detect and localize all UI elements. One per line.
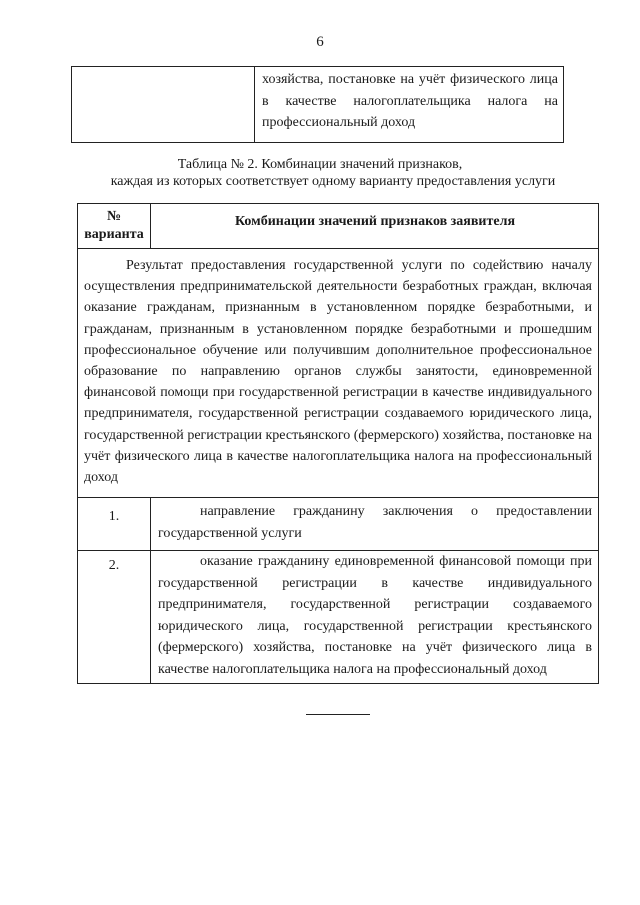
result-description: Результат предоставления государственной услуги по содействию началу осуществления предпринимательской деятельности безработных граждан, включая оказание гражданам, признанным в установленном порядке безработными, и гражданам, признанным в установленном порядке безработными и прошедшим профессиональное обучение или получившим дополнительное профессиональное образование по направлению органов службы занятости, единовременной финансовой помощи при государственной регистрации в качестве индивидуального предпринимателя, государственной регистрации создаваемого юридического лица, государственной регистрации крестьянского (фермерского) хозяйства, постановке на учёт физического лица в качестве налогоплательщика налога на профессиональный доход: [84, 258, 592, 486]
header-variant-number: № варианта: [84, 209, 144, 242]
rows-column-divider: [150, 497, 151, 683]
continuation-column-divider: [254, 67, 255, 142]
variants-table: [77, 203, 599, 684]
variant-description: оказание гражданину единовременной финансовой помощи при государственной регистрации в качестве индивидуального предпринимателя, государственной регистрации создаваемого юридического лица, государственной регистрации крестьянского (фермерского) хозяйства, постановке на учёт физического лица в качестве налогоплательщика налога на профессиональный доход: [158, 554, 592, 677]
continuation-table: [71, 66, 564, 143]
result-bottom-border: [78, 497, 598, 498]
end-of-document-rule: [306, 714, 370, 715]
variant-number: 2.: [108, 558, 120, 573]
page-number: 6: [316, 34, 324, 50]
table-caption-line-1: Таблица № 2. Комбинации значений признаков,: [177, 157, 463, 172]
variant-number: 1.: [108, 509, 120, 524]
table-caption-line-2: каждая из которых соответствует одному варианту предоставления услуги: [110, 174, 556, 189]
header-bottom-border: [78, 248, 598, 249]
variant-description: направление гражданину заключения о предоставлении государственной услуги: [158, 504, 592, 541]
header-combinations-title: Комбинации значений признаков заявителя: [234, 214, 516, 229]
continuation-cell-text: хозяйства, постановке на учёт физического лица в качестве налогоплательщика налога на профессиональный доход: [262, 72, 558, 130]
